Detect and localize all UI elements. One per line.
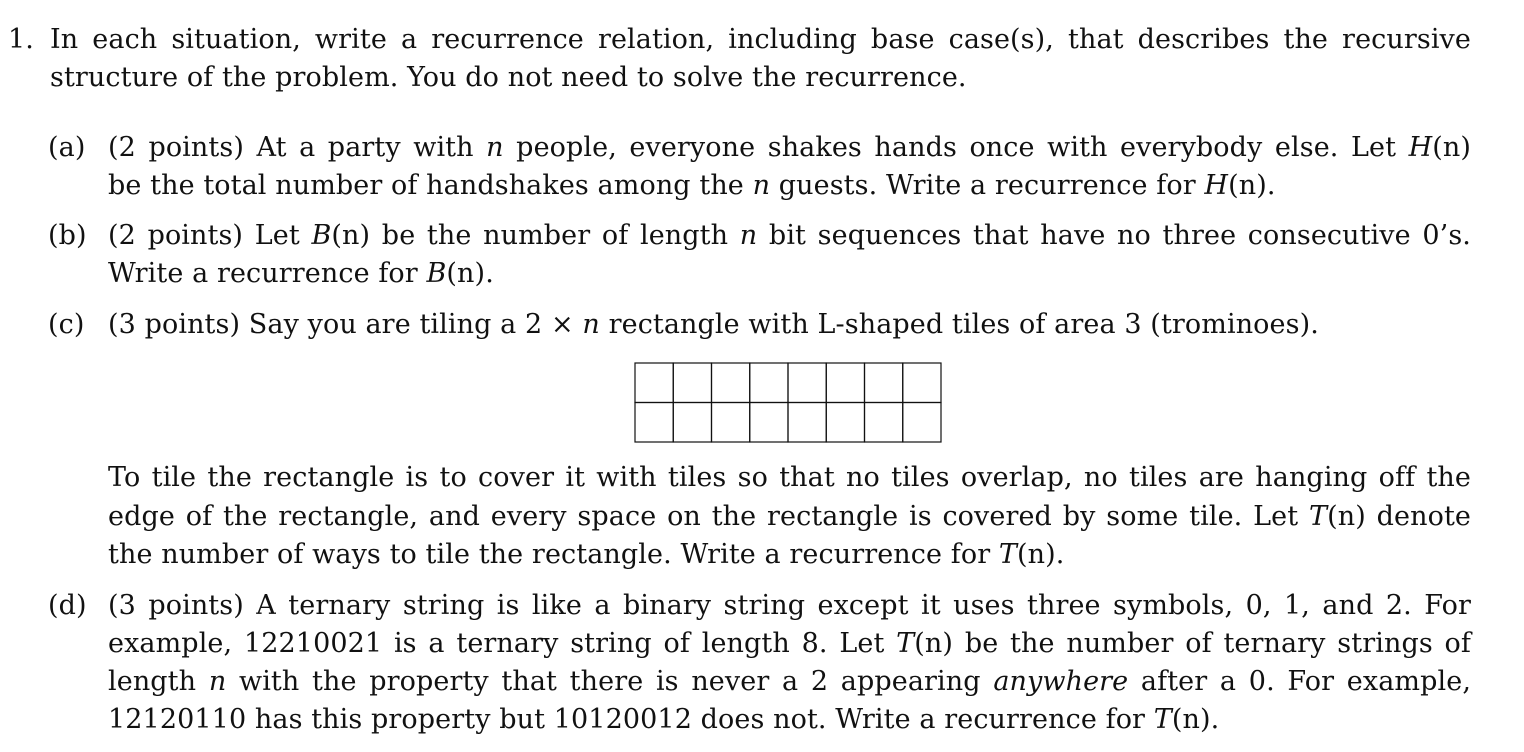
part-b-line-1: (2 points) Let B(n) be the number of length n bit sequences that have no three consecutive 0’s.: [108, 220, 1471, 251]
grid-cell: [635, 363, 673, 403]
part-d-line-3: length n with the property that there is never a 2 appearing anywhere after a 0. For example,: [108, 666, 1471, 697]
grid-cell: [750, 403, 788, 443]
grid-cell: [673, 363, 711, 403]
intro-line-2: structure of the problem. You do not need to solve the recurrence.: [50, 62, 967, 93]
part-a-label: (a): [48, 132, 86, 163]
rectangle-grid-svg: [634, 362, 942, 443]
part-d-line-1: (3 points) A ternary string is like a binary string except it uses three symbols, 0, 1, and 2. For: [108, 590, 1471, 621]
part-c-para-line-3: the number of ways to tile the rectangle. Write a recurrence for T(n).: [108, 539, 1065, 570]
grid-cell: [788, 403, 826, 443]
part-c-para-line-2: edge of the rectangle, and every space on the rectangle is covered by some tile. Let T(n) denote: [108, 501, 1471, 532]
grid-cell: [826, 403, 864, 443]
grid-cell: [788, 363, 826, 403]
part-c-label: (c): [48, 309, 85, 340]
grid-cell: [826, 363, 864, 403]
part-c-para-line-1: To tile the rectangle is to cover it with tiles so that no tiles overlap, no tiles are hanging off the: [108, 462, 1471, 493]
part-d-line-2: example, 12210021 is a ternary string of length 8. Let T(n) be the number of ternary strings of: [108, 628, 1471, 659]
part-b-label: (b): [48, 220, 87, 251]
part-a-line-2: be the total number of handshakes among the n guests. Write a recurrence for H(n).: [108, 170, 1276, 201]
grid-cell: [903, 403, 941, 443]
grid-cell: [712, 363, 750, 403]
grid-cell: [865, 403, 903, 443]
grid-cell: [865, 363, 903, 403]
part-a-line-1: (2 points) At a party with n people, everyone shakes hands once with everybody else. Let H(n): [108, 132, 1471, 163]
rectangle-grid-figure: [634, 362, 942, 443]
grid-cell: [635, 403, 673, 443]
grid-cell: [712, 403, 750, 443]
part-d-label: (d): [48, 590, 87, 621]
grid-cell: [903, 363, 941, 403]
part-b-line-2: Write a recurrence for B(n).: [108, 258, 494, 289]
intro-line-1: In each situation, write a recurrence relation, including base case(s), that describes the recursive: [50, 24, 1471, 55]
part-c-line-1: (3 points) Say you are tiling a 2 × n rectangle with L-shaped tiles of area 3 (trominoes).: [108, 309, 1319, 340]
grid-cell: [673, 403, 711, 443]
problem-number: 1.: [8, 24, 34, 55]
part-d-line-4: 12120110 has this property but 10120012 does not. Write a recurrence for T(n).: [108, 704, 1220, 735]
grid-cell: [750, 363, 788, 403]
